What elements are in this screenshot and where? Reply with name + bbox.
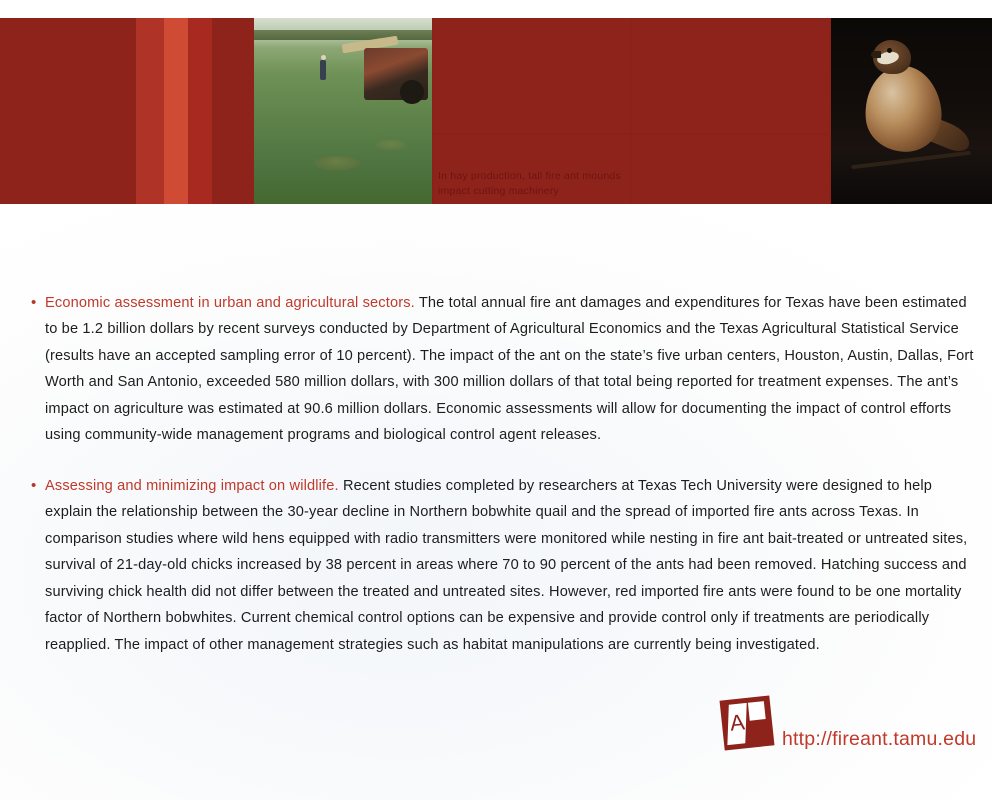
bullet-marker: • bbox=[31, 476, 37, 494]
banner-caption-text: In hay production, tall fire ant mounds impact cutting machinery bbox=[438, 170, 621, 197]
photo-person bbox=[320, 60, 326, 80]
banner-color-band-2 bbox=[136, 18, 164, 204]
fireant-logo-icon bbox=[720, 696, 775, 751]
quail-eye bbox=[887, 48, 892, 53]
logo-shape-right bbox=[748, 701, 766, 721]
photo-treeline bbox=[254, 30, 432, 40]
paragraph-lead-economic-assessment: Economic assessment in urban and agricultural sectors. bbox=[45, 294, 415, 311]
photo-ant-mound bbox=[314, 156, 360, 170]
banner-color-band-4 bbox=[188, 18, 212, 204]
photo-ant-mound-secondary bbox=[376, 140, 406, 150]
paragraph-text-economic-assessment: The total annual fire ant damages and expenditures for Texas have been estimated to be 1.2 billion dollars by recent surveys conducted by Department of Agricultural Economics and the Texas Agricultural Statistical Service (results have an accepted sampling error of 10 percent). The impact of the ant on the state’s five urban centers, Houston, Austin, Dallas, Fort Worth and San Antonio, exceeded 580 million dollars, with 300 million dollars of that total being reported for treatment expenses. The ant’s impact on agriculture was estimated at 90.6 million dollars. Economic assessments will allow for documenting the impact of control efforts using community-wide management programs and biological control agent releases. bbox=[45, 294, 974, 444]
photo-tractor-wheel bbox=[400, 80, 424, 104]
paragraph-lead-wildlife-impact: Assessing and minimizing impact on wildlife. bbox=[45, 477, 339, 494]
paragraph-wildlife-impact bbox=[31, 473, 975, 659]
bullet-marker: • bbox=[31, 293, 37, 311]
banner-color-band-5 bbox=[212, 18, 254, 204]
quail-beak bbox=[871, 51, 881, 58]
banner-block-right-top bbox=[632, 18, 829, 133]
quail-photo bbox=[831, 18, 992, 204]
banner-color-band-1 bbox=[0, 18, 136, 204]
website-url-link[interactable]: http://fireant.tamu.edu bbox=[782, 728, 977, 750]
hay-field-photo bbox=[254, 18, 432, 204]
header-banner bbox=[0, 18, 992, 204]
photo-person-head bbox=[321, 55, 326, 60]
quail-perch-branch bbox=[851, 151, 971, 170]
banner-block-right-bottom bbox=[632, 135, 829, 204]
banner-color-band-3 bbox=[164, 18, 188, 204]
ant-icon: A bbox=[728, 709, 746, 736]
footer bbox=[722, 698, 980, 760]
article-body bbox=[31, 275, 975, 678]
paragraph-economic-assessment bbox=[31, 290, 975, 449]
banner-caption-block bbox=[434, 135, 630, 204]
paragraph-text-wildlife-impact: Recent studies completed by researchers at Texas Tech University were designed to help explain the relationship between the 30-year decline in Northern bobwhite quail and the spread of imported fire ants across Texas. In comparison studies where wild hens equipped with radio transmitters were monitored while nesting in fire ant bait-treated or untreated sites, survival of 21-day-old chicks increased by 38 percent in areas where 70 to 90 percent of the ants had been removed. Hatching success and surviving chick health did not differ between the treated and untreated sites. However, red imported fire ants were found to be one mortality factor of Northern bobwhites. Current chemical control options can be expensive and provide control only if treatments are periodically reapplied. The impact of other management strategies such as habitat manipulations are currently being investigated. bbox=[45, 477, 968, 653]
banner-block-center-top bbox=[434, 18, 630, 133]
